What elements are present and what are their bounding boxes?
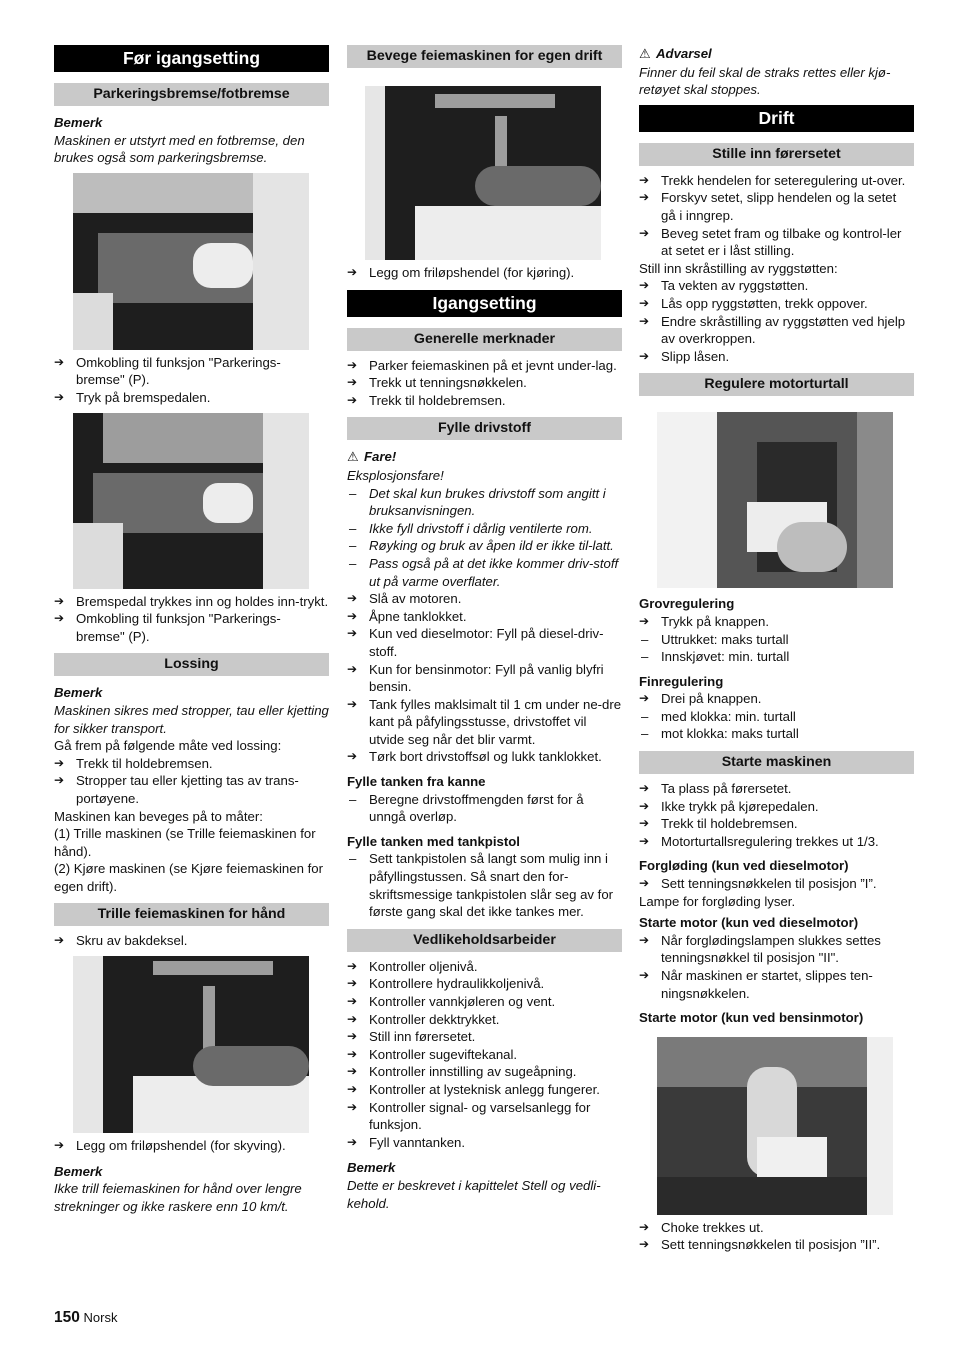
warning-triangle-icon: ⚠ [347,450,359,466]
note-label: Bemerk [54,685,103,701]
list-item: ➔ Lås opp ryggstøtten, trekk oppover. [639,295,914,313]
danger-label: ⚠ Fare! [347,449,397,466]
list-item: ➔ Kontroller sugeviftekanal. [347,1046,622,1064]
photo-freewheel-lever-push [73,956,309,1133]
photo-parking-brake-2 [73,413,309,589]
list-item: ➔ Når maskinen er startet, slippes ten-ningsnøkkelen. [639,967,914,1002]
note-text: Maskinen er utstyrt med en fotbremse, den brukes også som parkeringsbremse. [54,132,305,166]
subheading-coarse: Grovregulering [639,596,735,612]
page-number: 150 [54,1309,80,1326]
list-item: – Røyking og bruk av åpen ild er ikke til-latt. [347,537,622,555]
photo-choke [657,1037,893,1215]
list-item: ➔ Sett tenningsnøkkelen til posisjon ”II”. [639,1236,914,1254]
list-item: – Ikke fyll drivstoff i dårlig ventilerte rom. [347,520,622,538]
list-item: ➔ Trekk til holdebremsen. [639,815,914,833]
list-item: ➔ Slå av motoren. [347,590,622,608]
column-1 [54,45,329,1215]
heading-engine-speed: Regulere motorturtall [639,373,914,396]
heading-drive-own-power: Bevege feiemaskinen for egen drift [347,45,622,68]
photo-throttle-control [657,412,893,588]
list-item: ➔ Trekk til holdebremsen. [347,392,622,410]
heading-push-by-hand: Trille feiemaskinen for hånd [54,903,329,926]
list-item: – Innskjøvet: min. turtall [639,648,914,666]
list-item: ➔ Forskyv setet, slipp hendelen og la setet gå i inngrep. [639,189,914,224]
list-item: ➔ Fyll vanntanken. [347,1134,622,1152]
list-item: ➔ Ikke trykk på kjørepedalen. [639,798,914,816]
photo-parking-brake-1 [73,173,309,350]
heading-adjust-seat: Stille inn førersetet [639,143,914,166]
list-item: ➔ Kun for bensinmotor: Fyll på vanlig blyfri bensin. [347,661,622,696]
heading-unloading: Lossing [54,653,329,676]
page-footer [54,1309,117,1327]
subheading-fill-with-nozzle: Fylle tanken med tankpistol [347,833,520,849]
list-item: ➔ Kontroller dekktrykket. [347,1011,622,1029]
column-3 [639,45,914,1254]
list-item: ➔ Tørk bort drivstoffsøl og lukk tanklokket. [347,748,622,766]
paragraph: (1) Trille maskinen (se Trille feiemaskinen for hånd). [54,826,316,859]
warning-triangle-icon: ⚠ [639,47,651,62]
list-item: ➔ Legg om friløpshendel (for skyving). [54,1137,329,1155]
note-label: Bemerk [54,1163,103,1179]
list-item: – Det skal kun brukes drivstoff som angitt i bruksanvisningen. [347,485,622,520]
list-item: ➔ Kontroller oljenivå. [347,958,622,976]
list-item: ➔ Når forglødingslampen slukkes settes tenningsnøkkel til posisjon "II". [639,932,914,967]
list-item: ➔ Beveg setet fram og tilbake og kontrol-ler at setet er i låst stilling. [639,225,914,260]
subheading-fine: Finregulering [639,673,724,689]
list-item: ➔ Omkobling til funksjon "Parkerings-bremse" (P). [54,610,329,645]
list-item: ➔ Trekk hendelen for seteregulering ut-over. [639,172,914,190]
list-item: ➔ Trekk til holdebremsen. [54,755,329,773]
heading-start-machine: Starte maskinen [639,751,914,774]
danger-text: Eksplosjonsfare! [347,467,444,483]
paragraph: Maskinen kan beveges på to måter: [54,808,263,824]
list-item: ➔ Slipp låsen. [639,348,914,366]
column-2 [347,45,622,1212]
list-item: ➔ Omkobling til funksjon "Parkerings-bremse" (P). [54,354,329,389]
list-item: ➔ Skru av bakdeksel. [54,932,329,950]
list-item: – mot klokka: maks turtall [639,725,914,743]
section-title-before-start: Før igangsetting [54,45,329,72]
list-item: – Pass også på at det ikke kommer driv-stoff ut på varme overflater. [347,555,622,590]
list-item: ➔ Ta vekten av ryggstøtten. [639,277,914,295]
list-item: ➔ Kun ved dieselmotor: Fyll på diesel-driv-stoff. [347,625,622,660]
warning-text: Finner du feil skal de straks rettes eller kjø-retøyet skal stoppes. [639,64,891,98]
list-item: ➔ Kontroller at lysteknisk anlegg fungerer. [347,1081,622,1099]
note-text: Ikke trill feiemaskinen for hånd over lengre strekninger og ikke raskere enn 10 km/t. [54,1181,302,1214]
section-title-operation: Drift [639,105,914,132]
list-item: ➔ Trykk på knappen. [639,613,914,631]
paragraph: Gå frem på følgende måte ved lossing: [54,738,282,754]
list-item: ➔ Drei på knappen. [639,690,914,708]
list-item: ➔ Choke trekkes ut. [639,1219,914,1237]
list-item: ➔ Tank fylles maklsimalt til 1 cm under ne-dre kant på påfylingsstusse, drivstoffet vil utvide seg når det blir varmt. [347,696,622,749]
subheading-preglow: Forgløding (kun ved dieselmotor) [639,858,849,874]
list-item: ➔ Kontrollere hydraulikkoljenivå. [347,975,622,993]
list-item: ➔ Bremspedal trykkes inn og holdes inn-trykt. [54,593,329,611]
subheading-start-petrol: Starte motor (kun ved bensinmotor) [639,1010,864,1026]
list-item: ➔ Tryk på bremspedalen. [54,389,329,407]
subheading-start-diesel: Starte motor (kun ved dieselmotor) [639,915,859,931]
paragraph: Lampe for forgløding lyser. [639,893,796,909]
subheading-fill-from-can: Fylle tanken fra kanne [347,774,486,790]
note-text: Dette er beskrevet i kapittelet Stell og vedli-kehold. [347,1177,601,1211]
list-item: – Uttrukket: maks turtall [639,631,914,649]
note-label: Bemerk [347,1160,396,1176]
list-item: ➔ Trekk ut tenningsnøkkelen. [347,374,622,392]
list-item: ➔ Stropper tau eller kjetting tas av trans-portøyene. [54,772,329,807]
heading-maintenance: Vedlikeholdsarbeider [347,929,622,952]
list-item: ➔ Parker feiemaskinen på et jevnt under-lag. [347,357,622,375]
list-item: ➔ Kontroller signal- og varselsanlegg for funksjon. [347,1099,622,1134]
list-item: ➔ Still inn førersetet. [347,1028,622,1046]
heading-general-notes: Generelle merknader [347,328,622,351]
photo-freewheel-lever-drive [365,86,601,260]
list-item: ➔ Kontroller innstilling av sugeåpning. [347,1063,622,1081]
note-label: Bemerk [54,115,103,130]
heading-refuel: Fylle drivstoff [347,417,622,440]
note-text: Maskinen sikres med stropper, tau eller kjetting for sikker transport. [54,702,329,736]
footer-language: Norsk [83,1310,118,1325]
list-item: – Sett tankpistolen så langt som mulig inn i påfyllingstussen. Så snart den for-skriftsmessige tankpistolen slår seg av for første gang skal det ikke tankes mer. [347,850,622,920]
list-item: ➔ Ta plass på førersetet. [639,780,914,798]
list-item: ➔ Kontroller vannkjøleren og vent. [347,993,622,1011]
list-item: ➔ Åpne tanklokket. [347,608,622,626]
list-item: – Beregne drivstoffmengden først for å unngå overløp. [347,791,622,826]
heading-parking-brake: Parkeringsbremse/fotbremse [54,83,329,106]
warning-label: ⚠ Advarsel [639,46,712,62]
paragraph: (2) Kjøre maskinen (se Kjøre feiemaskinen for egen drift). [54,861,323,894]
list-item: ➔ Motorturtallsregulering trekkes ut 1/3. [639,833,914,851]
list-item: ➔ Endre skråstilling av ryggstøtten ved hjelp av overkroppen. [639,313,914,348]
list-item: ➔ Legg om friløpshendel (for kjøring). [347,264,622,282]
list-item: ➔ Sett tenningsnøkkelen til posisjon ”I”. [639,875,914,893]
section-title-start-up: Igangsetting [347,290,622,317]
list-item: – med klokka: min. turtall [639,708,914,726]
paragraph: Still inn skråstilling av ryggstøtten: [639,260,838,276]
